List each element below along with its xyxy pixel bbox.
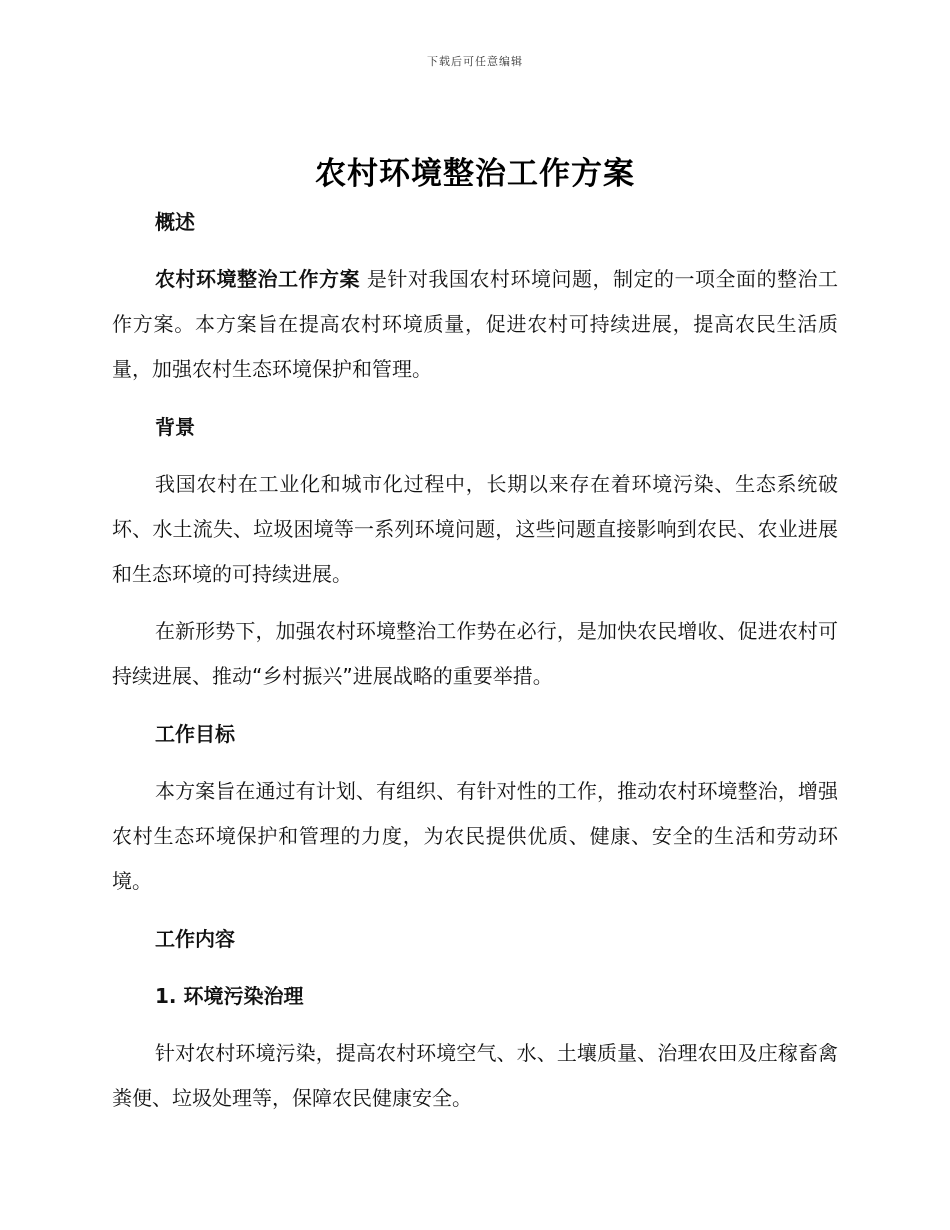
overview-lead-bold: 农村环境整治工作方案 <box>155 267 361 291</box>
overview-body: 是针对我国农村环境问题，制定的一项全面的整治工作方案。本方案旨在提高农村环境质量，促进农村可持续进展，提高农民生活质量，加强农村生态环境保护和管理。 <box>112 267 839 381</box>
document-title: 农村环境整治工作方案 <box>315 156 635 192</box>
subsection-heading-pollution: 1. 环境污染治理 <box>155 984 304 1008</box>
section-heading-content: 工作内容 <box>155 927 235 951</box>
background-paragraph-2: 在新形势下，加强农村环境整治工作势在必行，是加快农民增收、促进农村可持续进展、推动“乡村振兴”进展战略的重要举措。 <box>112 619 838 688</box>
section-heading-goals: 工作目标 <box>155 722 235 746</box>
section-heading-background: 背景 <box>155 415 195 439</box>
goals-paragraph: 本方案旨在通过有计划、有组织、有针对性的工作，推动农村环境整治，增强农村生态环境保护和管理的力度，为农民提供优质、健康、安全的生活和劳动环境。 <box>112 779 838 893</box>
pollution-paragraph: 针对农村环境污染，提高农村环境空气、水、土壤质量、治理农田及庄稼畜禽粪便、垃圾处理等，保障农民健康安全。 <box>112 1041 838 1110</box>
document-body <box>112 200 838 1121</box>
overview-paragraph <box>112 257 838 392</box>
section-heading-overview: 概述 <box>155 210 195 234</box>
background-paragraph-1: 我国农村在工业化和城市化过程中，长期以来存在着环境污染、生态系统破坏、水土流失、垃圾困境等一系列环境问题，这些问题直接影响到农民、农业进展和生态环境的可持续进展。 <box>112 472 838 586</box>
header-watermark: 下载后可任意编辑 <box>427 55 523 68</box>
